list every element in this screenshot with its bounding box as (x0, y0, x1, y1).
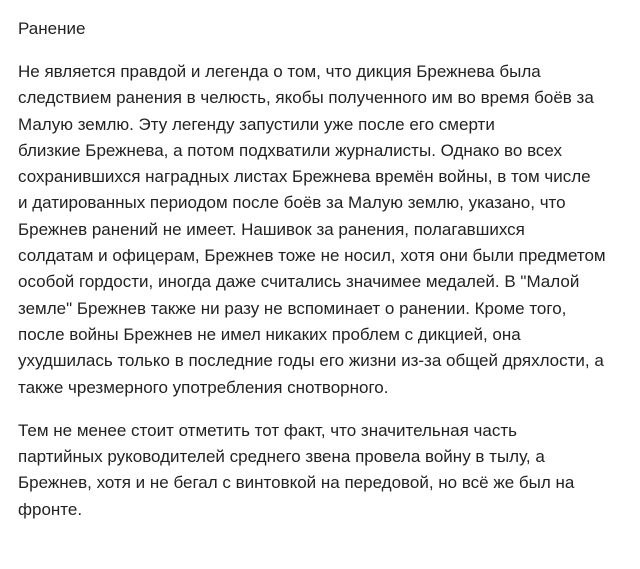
text-line: также чрезмерного употребления снотворного. (18, 377, 389, 397)
text-line: земле" Брежнев также ни разу не вспоминает о ранении. Кроме того, (18, 298, 567, 318)
text-line: партийных руководителей среднего звена провела войну в тылу, а (18, 447, 545, 467)
text-line: Брежнев ранений не имеет. Нашивок за ранения, полагавшихся (18, 219, 525, 239)
article (18, 16, 630, 540)
article-heading: Ранение (18, 19, 86, 38)
text-line: фронте. (18, 499, 83, 519)
text-line: сохранившихся наградных листах Брежнева времён войны, в том числе (18, 167, 591, 187)
text-line: Брежнев, хотя и не бегал с винтовкой на передовой, но всё же был на (18, 473, 575, 493)
text-line: и датированных периодом после боёв за Малую землю, указано, что (18, 193, 566, 213)
text-line: Не является правдой и легенда о том, что дикция Брежнева была (18, 62, 541, 81)
text-line: солдатам и офицерам, Брежнев тоже не носил, хотя они были предметом (18, 246, 606, 266)
text-line: после войны Брежнев не имел никаких проблем с дикцией, она (18, 324, 521, 344)
text-line: близкие Брежнева, а потом подхватили журналисты. Однако во всех (18, 140, 562, 160)
text-line: Тем не менее стоит отметить тот факт, что значительная часть (18, 420, 518, 440)
text-line: ухудшилась только в последние годы его жизни из-за общей дряхлости, а (18, 351, 604, 371)
text-line: следствием ранения в челюсть, якобы полученного им во время боёв за (18, 88, 594, 108)
text-line: особой гордости, иногда даже считались значимее медалей. В "Малой (18, 272, 580, 292)
paragraph-injury-legend (18, 59, 630, 401)
text-line: Малую землю. Эту легенду запустили уже после его смерти (18, 114, 495, 134)
paragraph-front-note (18, 418, 630, 523)
